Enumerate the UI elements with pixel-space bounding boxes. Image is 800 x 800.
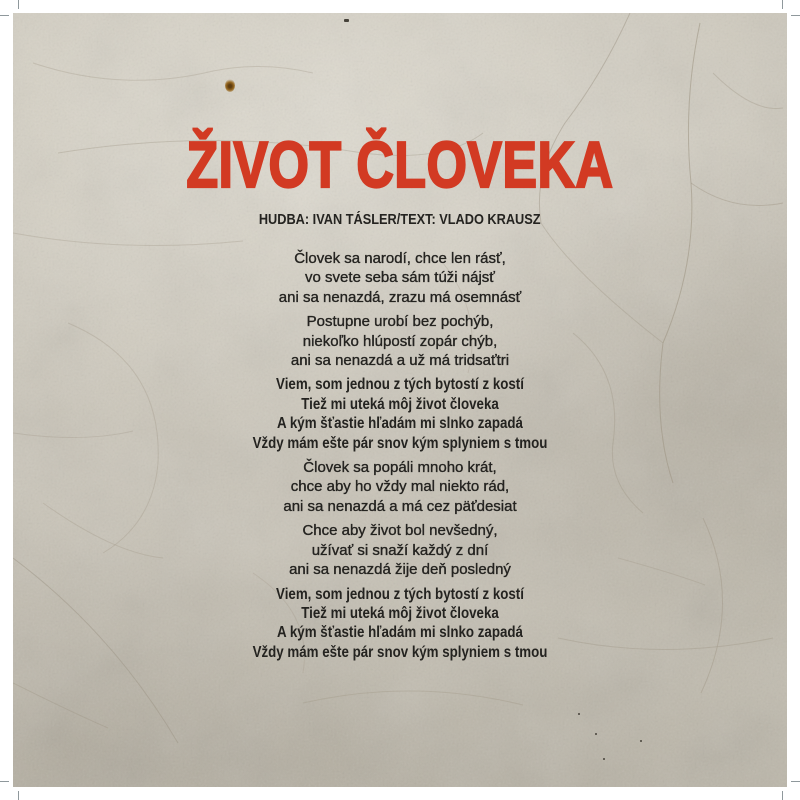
stanza-verse [13, 312, 787, 370]
stanza-verse [13, 249, 787, 307]
lyric-line: ani sa nenazdá, zrazu má osemnásť [278, 288, 522, 306]
stanza-chorus [67, 375, 733, 453]
lyric-line: Tiež mi uteká môj život človeka [301, 604, 499, 622]
crop-mark [782, 791, 783, 800]
lyric-line: vo svete seba sám túži nájsť [305, 269, 495, 287]
lyric-line: Človek sa narodí, chce len rásť, [294, 250, 506, 267]
lyric-line: Vždy mám ešte pár snov kým splyniem s tmou [252, 643, 548, 661]
page-title [13, 128, 787, 201]
crop-mark [782, 0, 783, 9]
lyric-line: Viem, som jednou z tých bytostí z kostí [276, 376, 524, 394]
lyric-line: Človek sa popáli mnoho krát, [303, 459, 497, 477]
booklet-page [13, 13, 787, 787]
page-title-text: ŽIVOT ČLOVEKA [186, 128, 614, 201]
lyric-line: A kým šťastie hľadám mi slnko zapadá [277, 415, 523, 433]
lyric-line: niekoľko hlúpostí zopár chýb, [302, 332, 498, 350]
lyrics [13, 249, 787, 667]
lyric-line: ani sa nenazdá žije deň posledný [289, 561, 511, 579]
lyric-line: Tiež mi uteká môj život človeka [301, 395, 499, 413]
stanza-verse [13, 521, 787, 579]
credits-line [13, 211, 787, 229]
lyric-line: Vždy mám ešte pár snov kým splyniem s tmou [252, 434, 548, 452]
stanza-verse [13, 458, 787, 516]
crop-mark [18, 0, 19, 9]
crop-mark [791, 15, 800, 16]
lyric-line: A kým šťastie hľadám mi slnko zapadá [277, 624, 523, 642]
crop-mark [18, 791, 19, 800]
crop-mark [0, 15, 9, 16]
crop-mark [791, 781, 800, 782]
lyric-line: Postupne urobí bez pochýb, [306, 313, 494, 331]
credits-text: HUDBA: IVAN TÁSLER/TEXT: VLADO KRAUSZ [259, 211, 541, 228]
lyric-line: užívať si snaží každý z dní [311, 541, 489, 559]
stanza-chorus [67, 585, 733, 663]
lyric-line: chce aby ho vždy mal niekto rád, [290, 478, 510, 496]
crop-mark [0, 781, 9, 782]
page-content [13, 13, 787, 787]
lyric-line: Chce aby život bol nevšedný, [302, 522, 498, 540]
lyric-line: ani sa nenazdá a má cez päťdesiat [283, 497, 517, 515]
lyric-line: Viem, som jednou z tých bytostí z kostí [276, 585, 524, 603]
lyric-line: ani sa nenazdá a už má tridsaťtri [290, 352, 510, 370]
